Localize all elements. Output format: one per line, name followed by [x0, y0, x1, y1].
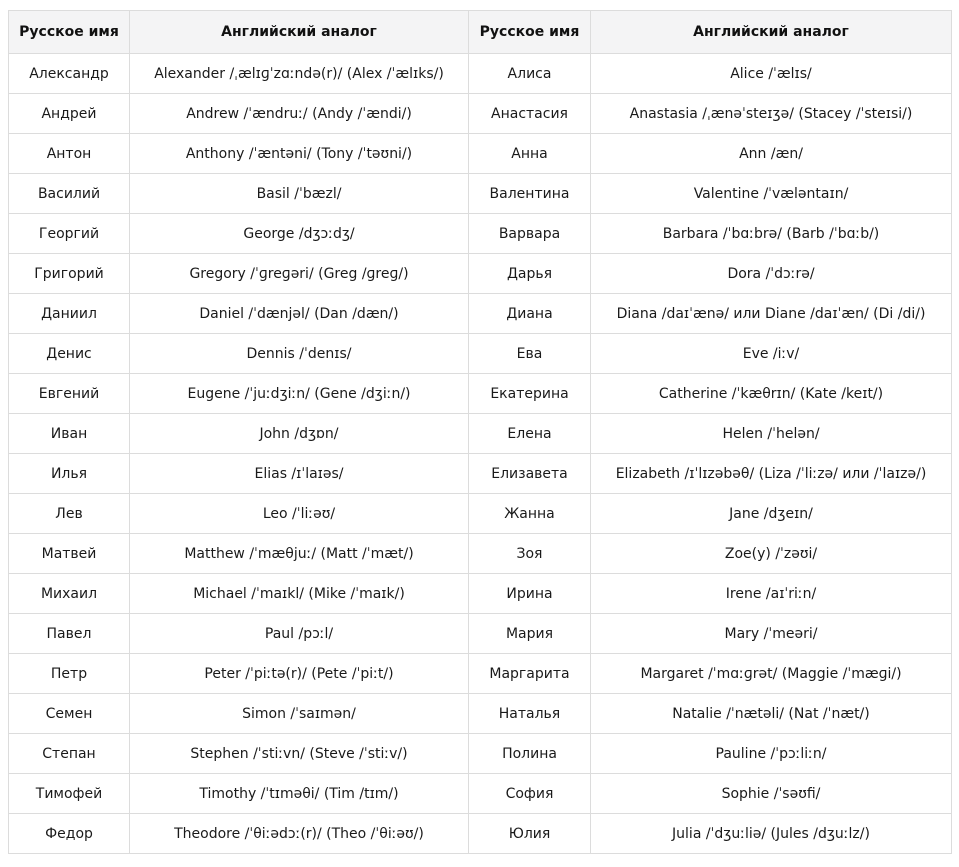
russian-name-cell: Матвей: [9, 534, 130, 574]
table-body: [9, 54, 952, 854]
table-row: [9, 774, 952, 814]
russian-name-cell: Наталья: [469, 694, 591, 734]
russian-name-cell: Илья: [9, 454, 130, 494]
english-analog-cell: Alice /ˈælɪs/: [591, 54, 952, 94]
russian-name-cell: Диана: [469, 294, 591, 334]
russian-name-cell: Анна: [469, 134, 591, 174]
russian-name-cell: Ева: [469, 334, 591, 374]
russian-name-cell: Елена: [469, 414, 591, 454]
english-analog-cell: Theodore /ˈθiːədɔː(r)/ (Theo /ˈθiːəʊ/): [130, 814, 469, 854]
english-analog-cell: Helen /ˈhelən/: [591, 414, 952, 454]
english-analog-cell: Barbara /ˈbɑːbrə/ (Barb /ˈbɑːb/): [591, 214, 952, 254]
english-analog-cell: Alexander /ˌælɪɡˈzɑːndə(r)/ (Alex /ˈælɪks/): [130, 54, 469, 94]
table-row: [9, 814, 952, 854]
table-row: [9, 454, 952, 494]
english-analog-cell: Stephen /ˈstiːvn/ (Steve /ˈstiːv/): [130, 734, 469, 774]
russian-name-cell: Тимофей: [9, 774, 130, 814]
table-row: [9, 694, 952, 734]
russian-name-cell: Лев: [9, 494, 130, 534]
russian-name-cell: Екатерина: [469, 374, 591, 414]
english-analog-cell: Leo /ˈliːəʊ/: [130, 494, 469, 534]
english-analog-cell: Eve /iːv/: [591, 334, 952, 374]
russian-name-cell: Антон: [9, 134, 130, 174]
russian-name-cell: Павел: [9, 614, 130, 654]
english-analog-cell: Basil /ˈbæzl/: [130, 174, 469, 214]
english-analog-cell: Timothy /ˈtɪməθi/ (Tim /tɪm/): [130, 774, 469, 814]
english-analog-cell: Paul /pɔːl/: [130, 614, 469, 654]
header-russian-name: Русское имя: [469, 11, 591, 54]
english-analog-cell: Julia /ˈdʒuːliə/ (Jules /dʒuːlz/): [591, 814, 952, 854]
russian-name-cell: Георгий: [9, 214, 130, 254]
names-table: [8, 10, 952, 854]
english-analog-cell: Elias /ɪˈlaɪəs/: [130, 454, 469, 494]
english-analog-cell: Michael /ˈmaɪkl/ (Mike /ˈmaɪk/): [130, 574, 469, 614]
english-analog-cell: Sophie /ˈsəʊfi/: [591, 774, 952, 814]
english-analog-cell: Gregory /ˈɡreɡəri/ (Greg /ɡreɡ/): [130, 254, 469, 294]
table-row: [9, 494, 952, 534]
russian-name-cell: Андрей: [9, 94, 130, 134]
table-row: [9, 294, 952, 334]
english-analog-cell: Peter /ˈpiːtə(r)/ (Pete /ˈpiːt/): [130, 654, 469, 694]
russian-name-cell: Даниил: [9, 294, 130, 334]
english-analog-cell: Jane /dʒeɪn/: [591, 494, 952, 534]
table-row: [9, 54, 952, 94]
russian-name-cell: Михаил: [9, 574, 130, 614]
header-english-analog: Английский аналог: [130, 11, 469, 54]
english-analog-cell: Valentine /ˈvæləntaɪn/: [591, 174, 952, 214]
russian-name-cell: Алиса: [469, 54, 591, 94]
russian-name-cell: Жанна: [469, 494, 591, 534]
russian-name-cell: Евгений: [9, 374, 130, 414]
header-english-analog: Английский аналог: [591, 11, 952, 54]
english-analog-cell: Catherine /ˈkæθrɪn/ (Kate /keɪt/): [591, 374, 952, 414]
table-row: [9, 734, 952, 774]
russian-name-cell: Полина: [469, 734, 591, 774]
russian-name-cell: Денис: [9, 334, 130, 374]
russian-name-cell: Александр: [9, 54, 130, 94]
english-analog-cell: Pauline /ˈpɔːliːn/: [591, 734, 952, 774]
russian-name-cell: Федор: [9, 814, 130, 854]
table-row: [9, 614, 952, 654]
english-analog-cell: Anastasia /ˌænəˈsteɪʒə/ (Stacey /ˈsteɪsi/): [591, 94, 952, 134]
russian-name-cell: София: [469, 774, 591, 814]
russian-name-cell: Петр: [9, 654, 130, 694]
english-analog-cell: Diana /daɪˈænə/ или Diane /daɪˈæn/ (Di /di/): [591, 294, 952, 334]
russian-name-cell: Елизавета: [469, 454, 591, 494]
russian-name-cell: Варвара: [469, 214, 591, 254]
russian-name-cell: Степан: [9, 734, 130, 774]
table-row: [9, 334, 952, 374]
english-analog-cell: Irene /aɪˈriːn/: [591, 574, 952, 614]
english-analog-cell: Simon /ˈsaɪmən/: [130, 694, 469, 734]
english-analog-cell: Zoe(y) /ˈzəʊi/: [591, 534, 952, 574]
table-row: [9, 534, 952, 574]
russian-name-cell: Григорий: [9, 254, 130, 294]
table-row: [9, 94, 952, 134]
table-row: [9, 574, 952, 614]
table-header: [9, 11, 952, 54]
russian-name-cell: Зоя: [469, 534, 591, 574]
russian-name-cell: Семен: [9, 694, 130, 734]
names-table-container: [8, 10, 951, 854]
english-analog-cell: Margaret /ˈmɑːɡrət/ (Maggie /ˈmæɡi/): [591, 654, 952, 694]
header-russian-name: Русское имя: [9, 11, 130, 54]
english-analog-cell: Daniel /ˈdænjəl/ (Dan /dæn/): [130, 294, 469, 334]
russian-name-cell: Валентина: [469, 174, 591, 214]
russian-name-cell: Мария: [469, 614, 591, 654]
english-analog-cell: Ann /æn/: [591, 134, 952, 174]
english-analog-cell: Eugene /ˈjuːdʒiːn/ (Gene /dʒiːn/): [130, 374, 469, 414]
english-analog-cell: Dora /ˈdɔːrə/: [591, 254, 952, 294]
english-analog-cell: Anthony /ˈæntəni/ (Tony /ˈtəʊni/): [130, 134, 469, 174]
english-analog-cell: Andrew /ˈændruː/ (Andy /ˈændi/): [130, 94, 469, 134]
russian-name-cell: Дарья: [469, 254, 591, 294]
english-analog-cell: Natalie /ˈnætəli/ (Nat /ˈnæt/): [591, 694, 952, 734]
english-analog-cell: George /dʒɔːdʒ/: [130, 214, 469, 254]
english-analog-cell: Matthew /ˈmæθjuː/ (Matt /ˈmæt/): [130, 534, 469, 574]
table-row: [9, 134, 952, 174]
english-analog-cell: Mary /ˈmeəri/: [591, 614, 952, 654]
table-row: [9, 214, 952, 254]
table-row: [9, 374, 952, 414]
english-analog-cell: John /dʒɒn/: [130, 414, 469, 454]
table-row: [9, 174, 952, 214]
table-row: [9, 654, 952, 694]
russian-name-cell: Василий: [9, 174, 130, 214]
russian-name-cell: Иван: [9, 414, 130, 454]
russian-name-cell: Анастасия: [469, 94, 591, 134]
english-analog-cell: Dennis /ˈdenɪs/: [130, 334, 469, 374]
table-row: [9, 254, 952, 294]
header-row: [9, 11, 952, 54]
table-row: [9, 414, 952, 454]
russian-name-cell: Юлия: [469, 814, 591, 854]
english-analog-cell: Elizabeth /ɪˈlɪzəbəθ/ (Liza /ˈliːzə/ или /ˈlaɪzə/): [591, 454, 952, 494]
russian-name-cell: Ирина: [469, 574, 591, 614]
russian-name-cell: Маргарита: [469, 654, 591, 694]
